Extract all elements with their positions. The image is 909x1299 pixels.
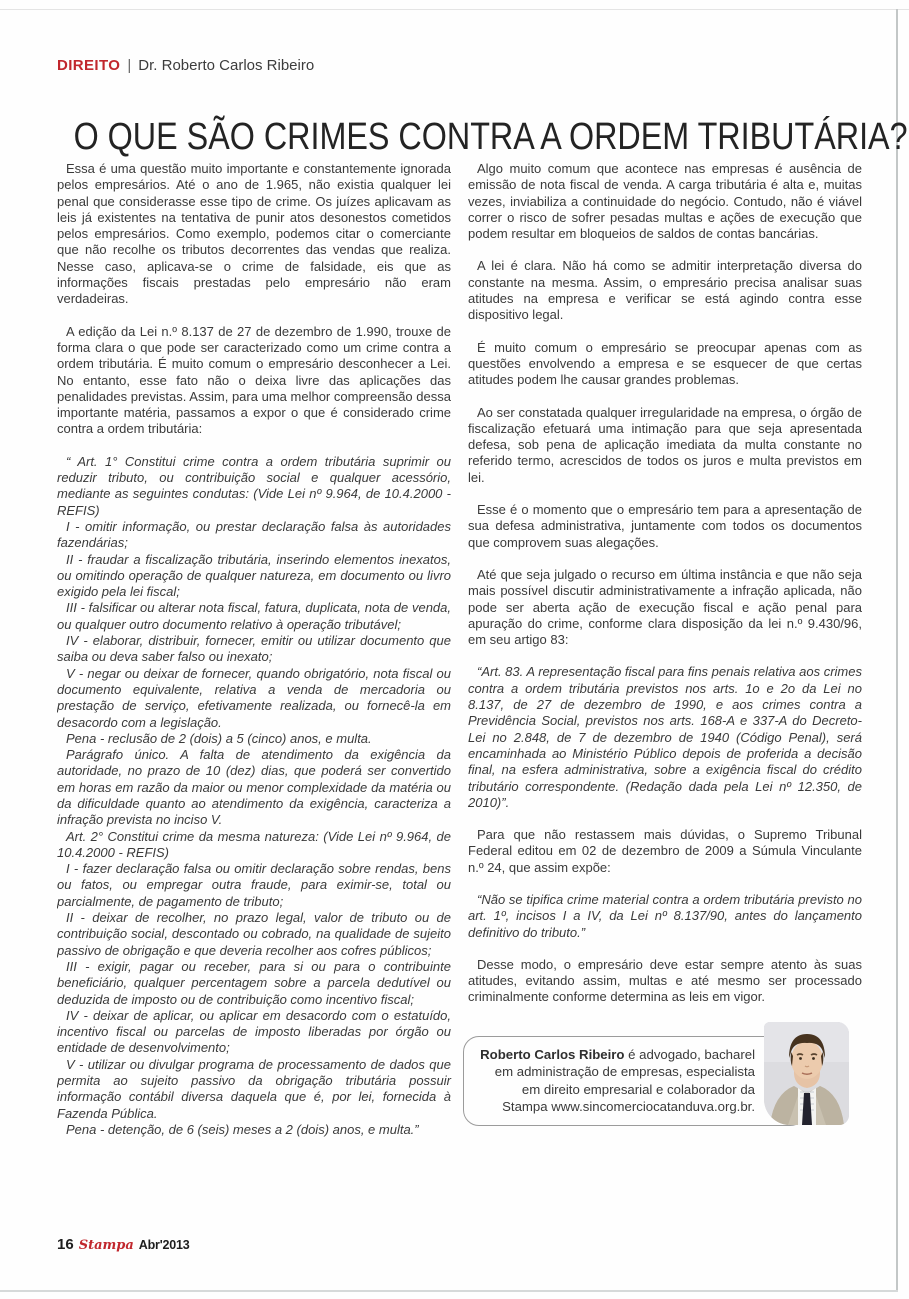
- left-column: [57, 161, 451, 1237]
- paragraph: É muito comum o empresário se preocupar apenas com as questões envolvendo a empresa e se esquecer de que certas atitudes podem lhe causar grandes problemas.: [468, 339, 862, 388]
- section-kicker: [57, 57, 314, 74]
- paragraph: A edição da Lei n.º 8.137 de 27 de dezembro de 1.990, trouxe de forma clara o que pode ser caracterizado como um crime contra a ordem tributária. É muito comum o empresário desconhecer a Lei. No entanto, esse fato não o deixa livre das aplicações das penalidades previstas. Assim, para uma melhor compreensão dessa importante matéria, passamos a expor o que é considerado crime contra a ordem tributária:: [57, 323, 451, 437]
- bio-author-description: é advogado, bacharel em administração de empresas, especialista em direito empresarial e colaborador da Stampa www.sincomerciocatanduva.org.br.: [494, 1046, 755, 1115]
- article-title: [0, 116, 909, 159]
- section-label: DIREITO: [57, 57, 121, 74]
- paragraph: “ Art. 1° Constitui crime contra a ordem tributária suprimir ou reduzir tributo, ou contribuição social e qualquer acessório, mediante as seguintes condutas: (Vide Lei nº 9.964, de 10.4.2000 - REFIS): [57, 453, 451, 518]
- page-edge-bottom: [0, 1290, 898, 1292]
- kicker-author: Dr. Roberto Carlos Ribeiro: [138, 57, 315, 74]
- paragraph: A lei é clara. Não há como se admitir interpretação diversa do constante na mesma. Assim, o empresário precisa analisar suas atitudes na empresa e verificar se está agindo contra esse dispositivo legal.: [468, 258, 862, 323]
- article-body: [57, 161, 863, 1237]
- paragraph: I - fazer declaração falsa ou omitir declaração sobre rendas, bens ou fatos, ou empregar outra fraude, para eximir-se, total ou parcialmente, de pagamento de tributo;: [57, 861, 451, 909]
- article-title-text: O QUE SÃO CRIMES CONTRA A ORDEM TRIBUTÁRIA?: [73, 116, 908, 159]
- paragraph: IV - elaborar, distribuir, fornecer, emitir ou utilizar documento que saiba ou deva saber falso ou inexato;: [57, 633, 451, 665]
- paragraph: Art. 2° Constitui crime da mesma natureza: (Vide Lei nº 9.964, de 10.4.2000 - REFIS): [57, 828, 451, 860]
- page-edge-top: [0, 9, 909, 10]
- paragraph: III - falsificar ou alterar nota fiscal, fatura, duplicata, nota de venda, ou qualquer outro documento relativo à operação tributável;: [57, 600, 451, 632]
- bio-author-name: Roberto Carlos Ribeiro: [480, 1046, 625, 1062]
- right-column: [468, 161, 862, 1237]
- paragraph: Algo muito comum que acontece nas empresas é ausência de emissão de nota fiscal de venda. A carga tributária é alta e, muitas vezes, inviabiliza a continuidade do negócio. Contudo, não é viável correr o risco de sofrer pesadas multas e ações de execução que podem resultar em bloqueios de saldos de contas bancárias.: [468, 161, 862, 242]
- page-edge-right: [896, 9, 898, 1292]
- paragraph: Até que seja julgado o recurso em última instância e que não seja mais possível discutir administrativamente a infração aplicada, não pode ser aberta ação de execução fiscal e ação penal para apuração do crime, conforme clara disposição da lei n.º 9.430/96, em seu artigo 83:: [468, 566, 862, 648]
- magazine-logo: Stampa: [78, 1238, 134, 1253]
- paragraph: Ao ser constatada qualquer irregularidade na empresa, o órgão de fiscalização efetuará uma intimação para que seja apresentada defesa, sob pena de aplicação imediata da multa constante no referido termo, acrescidos de todos os juros e multa previstos em lei.: [468, 404, 862, 485]
- paragraph: “Não se tipifica crime material contra a ordem tributária previsto no art. 1º, incisos I a IV, da Lei nº 8.137/90, antes do lançamento definitivo do tributo.”: [468, 891, 862, 940]
- paragraph: V - negar ou deixar de fornecer, quando obrigatório, nota fiscal ou documento equivalente, relativa a venda de mercadoria ou prestação de serviço, efetivamente realizada, ou fornecê-la em desacordo com a legislação.: [57, 665, 451, 730]
- author-bio-card: [463, 1036, 806, 1126]
- page-footer: [57, 1236, 190, 1253]
- paragraph: Desse modo, o empresário deve estar sempre atento às suas atitudes, evitando assim, multas e até mesmo ser processado criminalmente conforme determina as leis em vigor.: [468, 956, 862, 1005]
- author-bio-box: [468, 1022, 862, 1128]
- paragraph: Para que não restassem mais dúvidas, o Supremo Tribunal Federal editou em 02 de dezembro de 2009 a Súmula Vinculante n.º 24, que assim expõe:: [468, 827, 862, 875]
- paragraph: Parágrafo único. A falta de atendimento da exigência da autoridade, no prazo de 10 (dez) dias, que poderá ser convertido em horas em razão da maior ou menor complexidade da matéria ou da dificuldade quanto ao atendimento da exigência, caracteriza a infração prevista no inciso V.: [57, 747, 451, 828]
- paragraph: Pena - detenção, de 6 (seis) meses a 2 (dois) anos, e multa.”: [66, 1121, 419, 1137]
- paragraph: V - utilizar ou divulgar programa de processamento de dados que permita ao sujeito passivo da obrigação tributária possuir informação contábil diversa daquela que é, por lei, fornecida à Fazenda Pública.: [57, 1056, 451, 1121]
- paragraph: II - deixar de recolher, no prazo legal, valor de tributo ou de contribuição social, descontado ou cobrado, na qualidade de sujeito passivo de obrigação e que deveria recolher aos cofres públicos;: [57, 910, 451, 958]
- paragraph: Pena - reclusão de 2 (dois) a 5 (cinco) anos, e multa.: [66, 730, 372, 746]
- paragraph: “Art. 83. A representação fiscal para fins penais relativa aos crimes contra a ordem tributária previstos nos arts. 1o e 2o da Lei no 8.137, de 27 de dezembro de 1990, e aos crimes contra a Previdência Social, previstos nos arts. 168-A e 337-A do Decreto-Lei no 2.848, de 7 de dezembro de 1940 (Código Penal), será encaminhada ao Ministério Público depois de proferida a decisão final, na esfera administrativa, sobre a exigência fiscal do crédito tributário correspondente. (Redação dada pela Lei nº 12.350, de 2010)”.: [468, 664, 862, 810]
- author-photo: [764, 1022, 849, 1125]
- paragraph: IV - deixar de aplicar, ou aplicar em desacordo com o estatuído, incentivo fiscal ou parcelas de imposto liberadas por órgão ou entidade de desenvolvimento;: [57, 1007, 451, 1056]
- paragraph: II - fraudar a fiscalização tributária, inserindo elementos inexatos, ou omitindo operação de qualquer natureza, em documento ou livro exigido pela lei fiscal;: [57, 551, 451, 600]
- paragraph: I - omitir informação, ou prestar declaração falsa às autoridades fazendárias;: [57, 518, 451, 551]
- paragraph: Esse é o momento que o empresário tem para a apresentação de sua defesa administrativa, juntamente com todos os documentos que comprovem suas alegações.: [468, 502, 862, 550]
- kicker-separator: |: [127, 57, 132, 74]
- issue-date: Abr'2013: [138, 1238, 190, 1252]
- page-number: 16: [57, 1236, 74, 1253]
- paragraph: III - exigir, pagar ou receber, para si ou para o contribuinte beneficiário, qualquer percentagem sobre a parcela dedutível ou deduzida de imposto ou de contribuição como incentivo fiscal;: [57, 958, 451, 1007]
- author-photo-illustration: [764, 1022, 849, 1125]
- paragraph: Essa é uma questão muito importante e constantemente ignorada pelos empresários. Até o ano de 1.965, não existia qualquer lei penal que considerasse esse tipo de crime. Os juízes aplicavam as leis já existentes na tentativa de punir atos desonestos cometidos pelos empresários. Como exemplo, podemos citar o comerciante que não recolhe os tributos decorrentes das vendas que realiza. Nesse caso, aplicava-se o crime de falsidade, eis que as informações fiscais prestadas pelo empresário não eram verdadeiras.: [57, 161, 451, 307]
